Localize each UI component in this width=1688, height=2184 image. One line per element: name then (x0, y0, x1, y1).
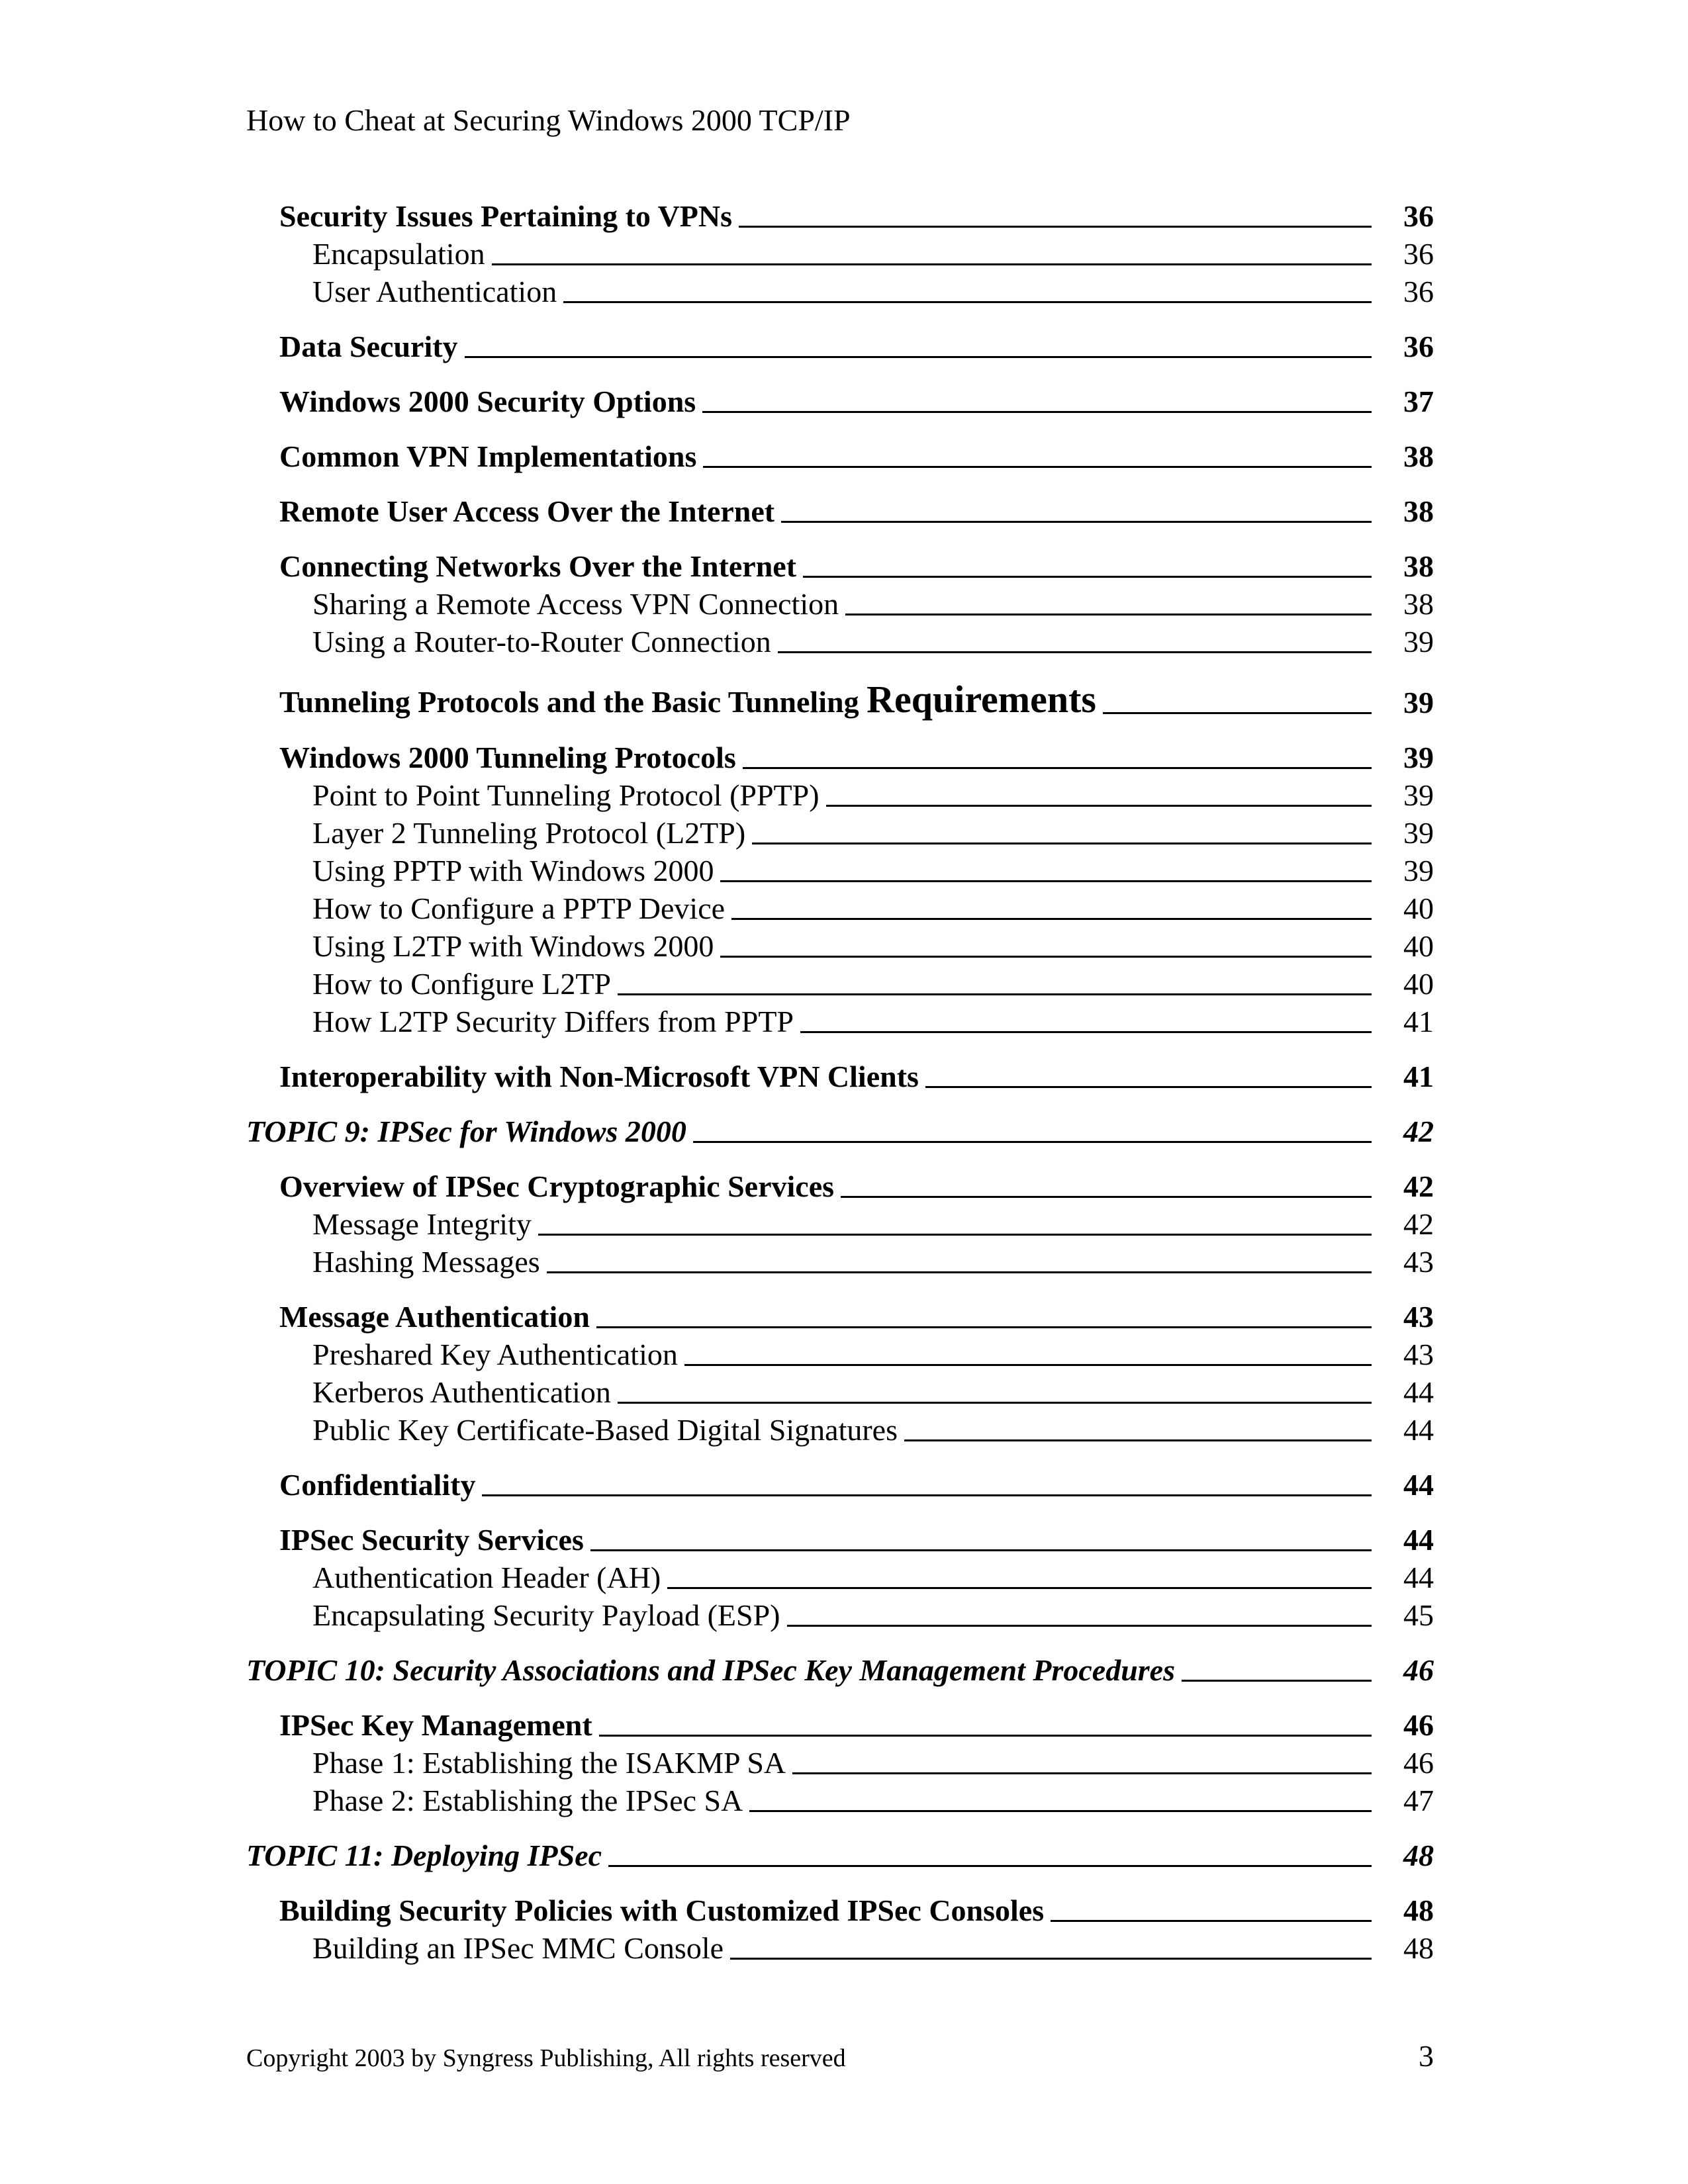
toc-entry-page: 40 (1403, 891, 1434, 925)
toc-entry (246, 1334, 1434, 1372)
dot-leader (845, 614, 1372, 615)
toc-entry-title (246, 679, 1096, 720)
toc-entry-page: 43 (1403, 1245, 1434, 1279)
toc-entry-title: Public Key Certificate-Based Digital Signatures (312, 1413, 898, 1447)
toc-entry-title: TOPIC 9: IPSec for Windows 2000 (246, 1115, 686, 1148)
toc-entry (246, 775, 1434, 813)
toc-entry-title: Message Authentication (279, 1300, 590, 1334)
toc-entry-title: Overview of IPSec Cryptographic Services (279, 1169, 835, 1203)
dot-leader (667, 1587, 1372, 1589)
dot-leader (1103, 712, 1372, 714)
dot-leader (618, 1402, 1372, 1404)
dot-leader (599, 1735, 1372, 1737)
copyright-notice: Copyright 2003 by Syngress Publishing, All rights reserved (246, 2044, 846, 2072)
toc-entry-page: 36 (1403, 199, 1434, 233)
toc-entry-title: Windows 2000 Security Options (279, 385, 696, 418)
toc-entry-page: 41 (1403, 1060, 1434, 1093)
toc-entry-title: Connecting Networks Over the Internet (279, 549, 797, 583)
dot-leader (563, 301, 1372, 303)
toc-entry-page: 48 (1403, 1839, 1434, 1872)
dot-leader (702, 411, 1372, 413)
toc-entry-page: 36 (1403, 330, 1434, 363)
dot-leader (618, 993, 1372, 995)
dot-leader (752, 842, 1372, 844)
toc-entry (246, 1410, 1434, 1447)
toc-entry-title: IPSec Security Services (279, 1523, 584, 1557)
toc-entry (246, 964, 1434, 1001)
toc-entry-page: 44 (1403, 1375, 1434, 1409)
toc-entry (246, 1166, 1434, 1204)
toc-entry-page: 36 (1403, 237, 1434, 271)
toc-entry-title: Using a Router-to-Router Connection (312, 625, 771, 659)
table-of-contents (246, 196, 1434, 1966)
toc-entry-title: Message Integrity (312, 1207, 532, 1241)
toc-entry-page: 41 (1403, 1005, 1434, 1038)
toc-entry-page: 47 (1403, 1784, 1434, 1817)
toc-entry-title: User Authentication (312, 275, 557, 308)
toc-entry (246, 1204, 1434, 1242)
toc-entry-page: 46 (1403, 1653, 1434, 1687)
dot-leader (1182, 1680, 1372, 1682)
toc-entry-page: 40 (1403, 967, 1434, 1001)
toc-entry-page: 44 (1403, 1413, 1434, 1447)
toc-entry-title: How to Configure a PPTP Device (312, 891, 726, 925)
toc-entry-title: Common VPN Implementations (279, 439, 697, 473)
toc-entry (246, 1780, 1434, 1818)
toc-entry-title: Encapsulating Security Payload (ESP) (312, 1598, 780, 1632)
toc-entry-title: Kerberos Authentication (312, 1375, 611, 1409)
toc-entry-title: Data Security (279, 330, 458, 363)
toc-entry-page: 44 (1403, 1561, 1434, 1594)
dot-leader (720, 956, 1372, 958)
toc-entry (246, 271, 1434, 309)
toc-entry (246, 1595, 1434, 1633)
toc-entry-page: 42 (1403, 1115, 1434, 1148)
dot-leader (1051, 1920, 1372, 1922)
toc-entry (246, 196, 1434, 234)
toc-entry-title: Using PPTP with Windows 2000 (312, 854, 714, 887)
toc-entry-title: Encapsulation (312, 237, 485, 271)
dot-leader (925, 1086, 1372, 1088)
dot-leader (703, 466, 1372, 468)
dot-leader (841, 1196, 1372, 1198)
toc-entry-title: Authentication Header (AH) (312, 1561, 661, 1594)
toc-entry (246, 1890, 1434, 1928)
toc-entry-title: Preshared Key Authentication (312, 1338, 678, 1371)
toc-entry-title: Building Security Policies with Customized IPSec Consoles (279, 1893, 1045, 1927)
toc-entry-title: Phase 1: Establishing the ISAKMP SA (312, 1746, 786, 1780)
toc-entry-page: 39 (1403, 686, 1434, 719)
toc-topic-entry (246, 1111, 1434, 1149)
dot-leader (730, 1958, 1372, 1960)
dot-leader (743, 767, 1372, 769)
toc-entry (246, 436, 1434, 474)
toc-entry-page: 40 (1403, 929, 1434, 963)
toc-entry-page: 39 (1403, 854, 1434, 887)
toc-entry (246, 234, 1434, 271)
dot-leader (800, 1031, 1372, 1033)
dot-leader (547, 1271, 1372, 1273)
toc-entry-title: Interoperability with Non-Microsoft VPN Clients (279, 1060, 919, 1093)
toc-entry-title: Confidentiality (279, 1468, 476, 1502)
toc-entry-page: 39 (1403, 778, 1434, 812)
dot-leader (492, 263, 1372, 265)
toc-entry (246, 1465, 1434, 1502)
toc-entry (246, 1001, 1434, 1039)
toc-entry-page: 39 (1403, 625, 1434, 659)
toc-entry-page: 38 (1403, 494, 1434, 528)
toc-entry-title: Building an IPSec MMC Console (312, 1931, 724, 1965)
toc-entry-title: How L2TP Security Differs from PPTP (312, 1005, 794, 1038)
toc-entry (246, 888, 1434, 926)
page-footer (246, 2038, 1434, 2073)
toc-topic-entry (246, 1835, 1434, 1873)
toc-entry (246, 1928, 1434, 1966)
dot-leader (803, 576, 1372, 578)
toc-entry (246, 1056, 1434, 1094)
toc-entry-page: 42 (1403, 1207, 1434, 1241)
toc-entry (246, 1242, 1434, 1279)
page-header: How to Cheat at Securing Windows 2000 TCP/IP (246, 103, 851, 137)
toc-entry-title: Sharing a Remote Access VPN Connection (312, 587, 839, 621)
dot-leader (608, 1865, 1372, 1867)
toc-entry-title: Hashing Messages (312, 1245, 540, 1279)
toc-entry-title: TOPIC 11: Deploying IPSec (246, 1839, 602, 1872)
dot-leader (720, 880, 1372, 882)
toc-entry-page: 39 (1403, 741, 1434, 774)
toc-entry-title: How to Configure L2TP (312, 967, 612, 1001)
toc-entry-page: 44 (1403, 1523, 1434, 1557)
toc-topic-entry (246, 1650, 1434, 1688)
toc-entry-title: IPSec Key Management (279, 1708, 592, 1742)
toc-entry-page: 45 (1403, 1598, 1434, 1632)
toc-entry-title: Point to Point Tunneling Protocol (PPTP) (312, 778, 820, 812)
toc-entry-page: 43 (1403, 1300, 1434, 1334)
toc-entry-page: 36 (1403, 275, 1434, 308)
toc-entry-title: Remote User Access Over the Internet (279, 494, 775, 528)
toc-entry (246, 1297, 1434, 1334)
toc-entry-page: 46 (1403, 1708, 1434, 1742)
toc-entry (246, 737, 1434, 775)
toc-entry (246, 546, 1434, 584)
dot-leader (826, 805, 1372, 807)
page-number: 3 (1419, 2039, 1434, 2073)
toc-entry (246, 326, 1434, 364)
toc-entry-title: Windows 2000 Tunneling Protocols (279, 741, 736, 774)
toc-entry-title: TOPIC 10: Security Associations and IPSec Key Management Procedures (246, 1653, 1175, 1687)
dot-leader (465, 356, 1372, 358)
dot-leader (778, 651, 1372, 653)
toc-entry (246, 813, 1434, 850)
toc-entry-title: Phase 2: Establishing the IPSec SA (312, 1784, 743, 1817)
toc-entry-title: Using L2TP with Windows 2000 (312, 929, 714, 963)
dot-leader (731, 918, 1372, 920)
toc-entry (246, 381, 1434, 419)
dot-leader (787, 1625, 1372, 1627)
toc-entry-title: Layer 2 Tunneling Protocol (L2TP) (312, 816, 746, 850)
toc-entry-page: 46 (1403, 1746, 1434, 1780)
toc-entry-page: 38 (1403, 439, 1434, 473)
toc-entry-title-large: Requirements (867, 678, 1096, 721)
toc-entry (246, 676, 1434, 720)
dot-leader (739, 226, 1372, 228)
toc-entry (246, 850, 1434, 888)
toc-entry (246, 1372, 1434, 1410)
dot-leader (596, 1326, 1372, 1328)
dot-leader (792, 1772, 1372, 1774)
toc-entry-title: Security Issues Pertaining to VPNs (279, 199, 733, 233)
toc-entry-page: 48 (1403, 1893, 1434, 1927)
toc-entry-page: 38 (1403, 549, 1434, 583)
toc-entry-page: 48 (1403, 1931, 1434, 1965)
toc-entry-page: 44 (1403, 1468, 1434, 1502)
dot-leader (781, 521, 1372, 523)
toc-entry (246, 491, 1434, 529)
toc-entry-page: 39 (1403, 816, 1434, 850)
toc-entry (246, 1743, 1434, 1780)
dot-leader (482, 1494, 1372, 1496)
dot-leader (590, 1549, 1372, 1551)
toc-entry (246, 926, 1434, 964)
toc-entry-page: 42 (1403, 1169, 1434, 1203)
toc-entry-page: 43 (1403, 1338, 1434, 1371)
toc-entry-page: 37 (1403, 385, 1434, 418)
toc-entry (246, 1520, 1434, 1557)
toc-entry (246, 1557, 1434, 1595)
toc-entry-page: 38 (1403, 587, 1434, 621)
dot-leader (693, 1141, 1372, 1143)
dot-leader (904, 1439, 1372, 1441)
dot-leader (684, 1364, 1372, 1366)
toc-entry (246, 584, 1434, 621)
dot-leader (538, 1234, 1372, 1236)
toc-entry-title-part: Tunneling Protocols and the Basic Tunneling (279, 685, 859, 719)
toc-entry (246, 621, 1434, 659)
dot-leader (749, 1810, 1372, 1812)
toc-entry (246, 1705, 1434, 1743)
